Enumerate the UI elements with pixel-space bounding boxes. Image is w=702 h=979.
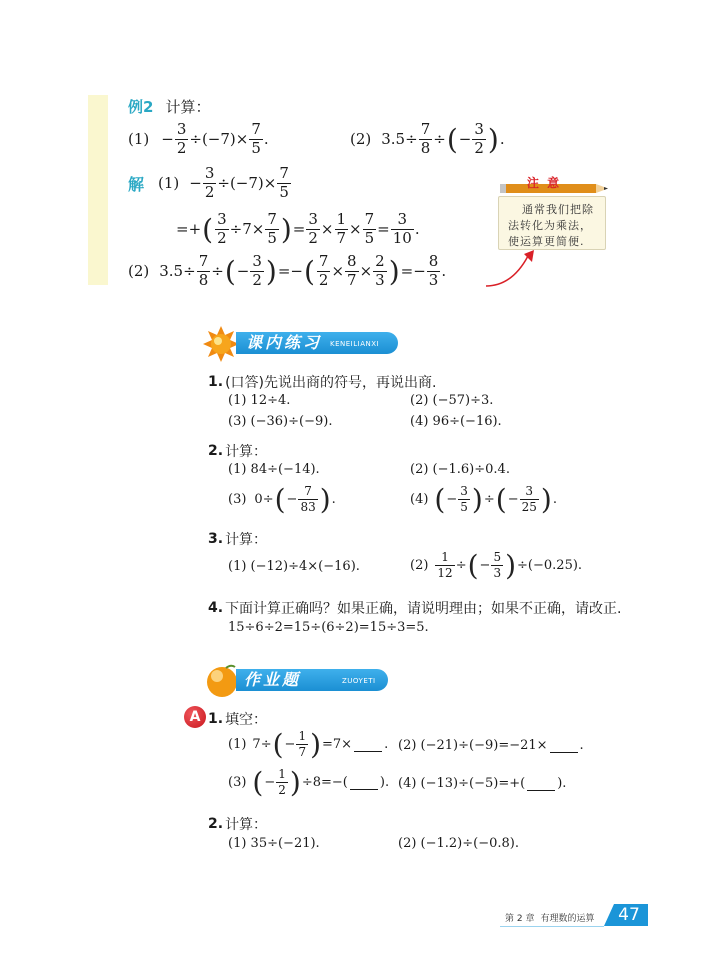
practice-q1-item: (2) (−57)÷3. (410, 393, 494, 408)
item-label: (4) (410, 491, 429, 507)
frac: $\frac{3}{2}$ (204, 164, 215, 201)
solution-label: 解 (128, 174, 145, 194)
chapter-title: 有理数的运算 (540, 914, 595, 924)
item-text: (4) (−13)÷(−5)=+( (398, 776, 526, 791)
frac: $\frac{8}{3}$ (428, 252, 439, 289)
solution-2: (2) 3.5÷ $\frac{7}{8}$ ÷ ( − $\frac{3}{2}$ ) =− ( $\frac{7}{2}$ × $\frac{8}{7}$ × $\frac{2}{3}$ ) =− $\frac{8}{3}$ . (128, 252, 447, 289)
homework-q1-item-3: (3) ( − $\frac{1}{2}$ ) ÷8=−( ). (228, 765, 390, 799)
question-text: 计算： (225, 532, 268, 548)
footer-chapter (505, 911, 594, 924)
problem-1-label: (1) (128, 130, 150, 149)
frac: $\frac{7}{8}$ (420, 120, 431, 157)
frac: $\frac{3}{2}$ (474, 120, 484, 157)
question-number: 1. (208, 711, 224, 727)
frac: $\frac{2}{3}$ (375, 252, 385, 289)
solution-1-step: =+ ( $\frac{3}{2}$ ÷7× $\frac{7}{5}$ ) = $\frac{3}{2}$ × $\frac{1}{7}$ × $\frac{7}{5}$ = $\frac{3}{10}$ . (176, 210, 420, 247)
level-a-badge: A (184, 706, 206, 728)
frac: $\frac{3}{2}$ (176, 120, 187, 157)
question-text: 计算： (225, 817, 268, 833)
frac: $\frac{3}{25}$ (521, 484, 537, 514)
frac: $\frac{1}{7}$ (336, 210, 347, 247)
practice-q2 (208, 441, 267, 461)
question-text: 填空： (225, 712, 268, 728)
homework-q1 (208, 709, 267, 729)
item-label: (3) (228, 774, 247, 790)
example-heading (128, 96, 210, 117)
item-label: (3) (228, 491, 247, 507)
practice-q1-item: (1) 12÷4. (228, 393, 291, 408)
footer-rule (500, 926, 604, 927)
practice-q2-item-4: (4) ( − $\frac{3}{5}$ ) ÷ ( − $\frac{3}{25}$ ) . (410, 482, 557, 516)
homework-q1-item-4: (4) (−13)÷(−5)=+( ). (398, 776, 567, 791)
chapter-number: 第 2 章 (505, 914, 535, 924)
problem-2: (2) 3.5÷ $\frac{7}{8}$ ÷ ( − $\frac{3}{2}$ ) . (350, 120, 505, 157)
question-text: (口答)先说出商的符号，再说出商. (225, 375, 437, 391)
practice-q2-item-3: (3) 0÷ ( − $\frac{7}{83}$ ) . (228, 482, 336, 516)
item-label: (2) (410, 557, 429, 573)
frac: $\frac{8}{7}$ (347, 252, 357, 289)
frac: $\frac{3}{2}$ (252, 252, 262, 289)
homework-q2-item: (1) 35÷(−21). (228, 836, 320, 851)
practice-q2-item: (2) (−1.6)÷0.4. (410, 462, 510, 477)
practice-q3-item: (1) (−12)÷4×(−16). (228, 559, 360, 574)
practice-q4-expr: 15÷6÷2=15÷(6÷2)=15÷3=5. (228, 620, 429, 635)
frac: $\frac{7}{8}$ (198, 252, 209, 289)
question-number: 2. (208, 816, 224, 832)
frac: $\frac{1}{2}$ (278, 767, 286, 797)
problem-1: (1) − $\frac{3}{2}$ ÷(−7)× $\frac{7}{5}$ . (128, 120, 269, 157)
practice-banner-title: 课内练习 (246, 333, 323, 352)
answer-blank[interactable] (550, 738, 578, 753)
frac: $\frac{5}{3}$ (493, 550, 502, 580)
practice-q2-item: (1) 84÷(−14). (228, 462, 320, 477)
question-number: 4. (208, 600, 224, 616)
frac: $\frac{7}{2}$ (318, 252, 329, 289)
question-text: 计算： (225, 444, 268, 460)
frac: $\frac{3}{2}$ (308, 210, 318, 247)
solution-2-label: (2) (128, 262, 150, 281)
frac: $\frac{3}{5}$ (460, 484, 468, 514)
item-text: (2) (−21)÷(−9)=−21× (398, 738, 548, 753)
orange-ball-icon (204, 664, 240, 700)
question-number: 2. (208, 443, 224, 459)
practice-q3-item-2: (2) $\frac{1}{12}$ ÷ ( − $\frac{5}{3}$ ) ÷(−0.25). (410, 548, 583, 582)
practice-q4 (208, 598, 622, 618)
homework-q2-item: (2) (−1.2)÷(−0.8). (398, 836, 519, 851)
solution-1-label: (1) (158, 174, 180, 193)
homework-q1-item-2: (2) (−21)÷(−9)=−21× . (398, 738, 584, 753)
example-label: 例2 (128, 98, 154, 116)
frac: $\frac{1}{7}$ (298, 729, 307, 759)
homework-banner-sub: ZUOYETI (342, 677, 376, 685)
question-number: 1. (208, 374, 224, 390)
frac: $\frac{7}{5}$ (251, 120, 261, 157)
frac: $\frac{1}{12}$ (437, 550, 453, 580)
note-title: 注 意 (526, 176, 562, 190)
page-number: 47 (618, 905, 640, 925)
solution-1: 解 (1) − $\frac{3}{2}$ ÷(−7)× $\frac{7}{5}$ (128, 164, 289, 201)
practice-q1-item: (4) 96÷(−16). (410, 414, 502, 429)
answer-blank[interactable] (527, 776, 555, 791)
question-number: 3. (208, 531, 224, 547)
example-sidebar (88, 95, 108, 285)
question-text: 下面计算正确吗？如果正确，请说明理由；如果不正确，请改正. (225, 601, 622, 617)
sun-icon (202, 325, 240, 363)
practice-q1-item: (3) (−36)÷(−9). (228, 414, 333, 429)
homework-q2 (208, 814, 267, 834)
example-title: 计算： (165, 98, 211, 116)
homework-q1-item-1: (1) 7÷ ( − $\frac{1}{7}$ ) =7× . (228, 727, 389, 761)
homework-banner-title: 作业题 (244, 670, 302, 689)
frac: $\frac{7}{83}$ (300, 484, 316, 514)
frac: $\frac{7}{5}$ (364, 210, 375, 247)
practice-q3 (208, 529, 267, 549)
note-text: 通常我们把除法转化为乘法，使运算更简便. (508, 203, 594, 248)
practice-q1 (208, 372, 436, 392)
frac: $\frac{3}{10}$ (392, 210, 412, 247)
practice-banner-sub: KENEILIANXI (330, 340, 380, 348)
answer-blank[interactable] (350, 775, 378, 790)
frac: $\frac{3}{2}$ (217, 210, 227, 247)
answer-blank[interactable] (354, 737, 382, 752)
note-arrow-icon (478, 246, 548, 294)
problem-2-label: (2) (350, 130, 372, 149)
frac: $\frac{7}{5}$ (267, 210, 277, 247)
item-label: (1) (228, 736, 247, 752)
frac: $\frac{7}{5}$ (279, 164, 289, 201)
